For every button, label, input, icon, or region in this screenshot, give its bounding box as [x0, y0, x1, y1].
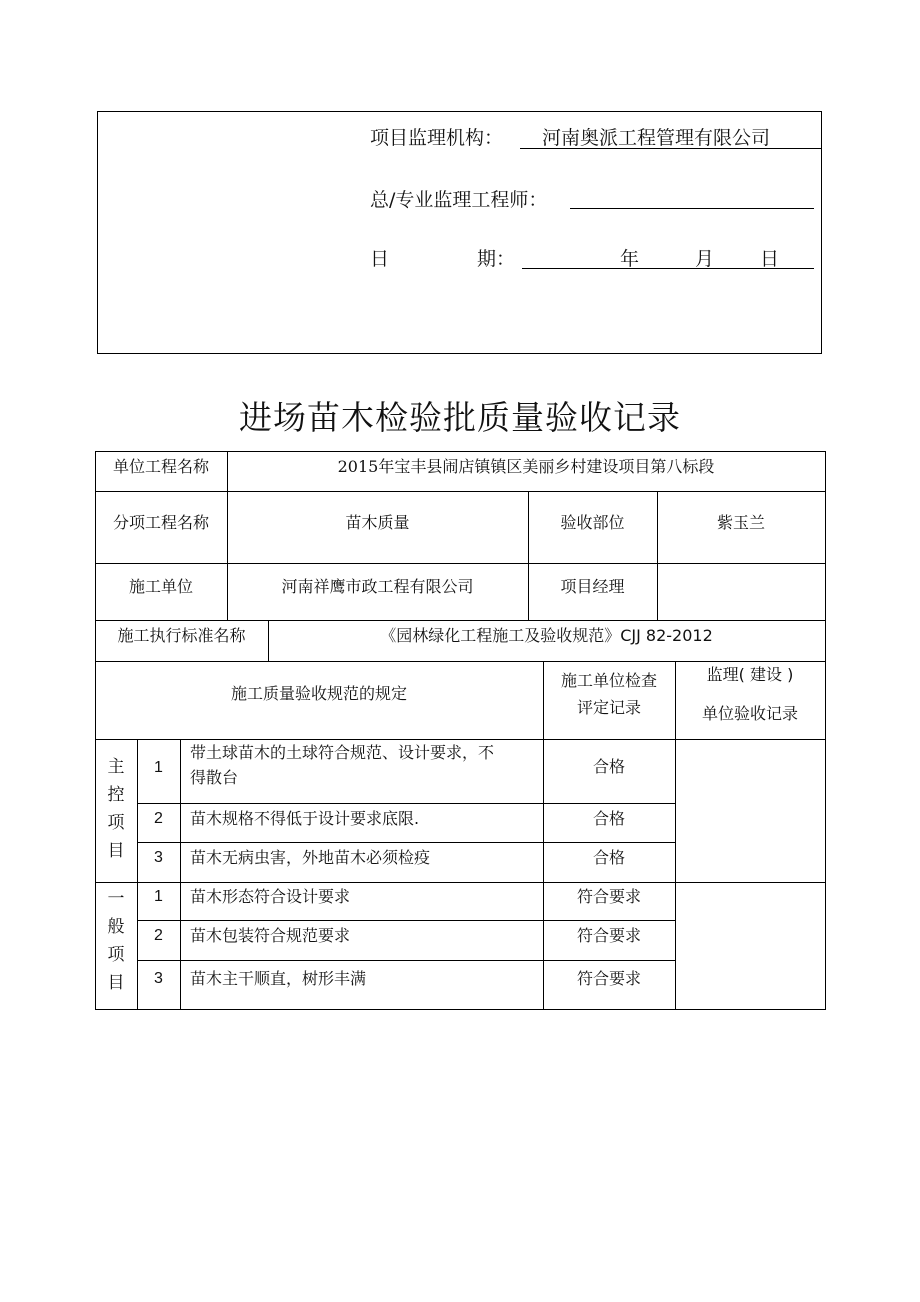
- standard-value: 《园林绿化工程施工及验收规范》CJJ 82-2012: [380, 626, 713, 645]
- date-year: 年: [620, 248, 640, 270]
- main-item-result: 合格: [592, 809, 625, 828]
- general-item-result: 符合要求: [576, 926, 641, 945]
- unit-project-label: 单位工程名称: [112, 457, 209, 476]
- spec-column-header: 施工质量验收规范的规定: [230, 684, 407, 703]
- general-item-number: 1: [154, 888, 163, 905]
- general-item-text: 苗木形态符合设计要求: [190, 887, 351, 906]
- general-item-result: 符合要求: [576, 969, 641, 988]
- engineer-label: 总/专业监理工程师：: [370, 189, 548, 211]
- main-item-text-continued: 得散台: [190, 768, 239, 787]
- main-item-number: 3: [154, 849, 163, 866]
- date-label-end: 期：: [477, 248, 516, 270]
- sub-project-value: 苗木质量: [345, 513, 410, 532]
- general-item-text: 苗木包装符合规范要求: [190, 926, 351, 945]
- check-column-header-line1: 施工单位检查: [560, 671, 657, 690]
- page-title: 进场苗木检验批质量验收记录: [239, 398, 681, 437]
- main-item-number: 2: [154, 810, 163, 827]
- general-item-text: 苗木主干顺直，树形丰满: [190, 969, 367, 988]
- org-value: 河南奥派工程管理有限公司: [542, 127, 771, 149]
- main-item-text: 苗木无病虫害，外地苗木必须检疫: [190, 848, 431, 867]
- main-item-number: 1: [154, 759, 163, 776]
- unit-project-value: 2015年宝丰县闹店镇镇区美丽乡村建设项目第八标段: [337, 457, 715, 476]
- accept-part-value: 紫玉兰: [716, 513, 765, 532]
- sub-project-label: 分项工程名称: [112, 513, 209, 532]
- general-item-number: 3: [154, 970, 163, 987]
- check-column-header-line2: 评定记录: [576, 698, 641, 717]
- general-item-number: 2: [154, 927, 163, 944]
- main-control-label: 主 控 项 目: [107, 757, 125, 861]
- general-items-label: 一 般 项 目: [107, 889, 125, 993]
- construction-unit-label: 施工单位: [128, 577, 193, 596]
- standard-label: 施工执行标准名称: [117, 626, 246, 645]
- org-label: 项目监理机构：: [370, 127, 504, 149]
- main-item-text: 苗木规格不得低于设计要求底限.: [190, 809, 420, 828]
- supervisor-column-header-line2: 单位验收记录: [701, 704, 798, 723]
- accept-part-label: 验收部位: [560, 513, 625, 532]
- date-label-start: 日: [370, 248, 390, 270]
- project-manager-value: [657, 563, 825, 611]
- construction-unit-value: 河南祥鹰市政工程有限公司: [281, 577, 474, 596]
- date-day: 日: [760, 248, 780, 270]
- supervisor-column-header-line1: 监理( 建设 ): [706, 665, 794, 684]
- engineer-underline: [570, 208, 814, 209]
- main-item-result: 合格: [592, 757, 625, 776]
- date-month: 月: [695, 248, 715, 270]
- general-item-result: 符合要求: [576, 887, 641, 906]
- main-item-result: 合格: [592, 848, 625, 867]
- main-item-text: 带土球苗木的土球符合规范、设计要求，不: [190, 743, 495, 762]
- project-manager-label: 项目经理: [560, 577, 625, 596]
